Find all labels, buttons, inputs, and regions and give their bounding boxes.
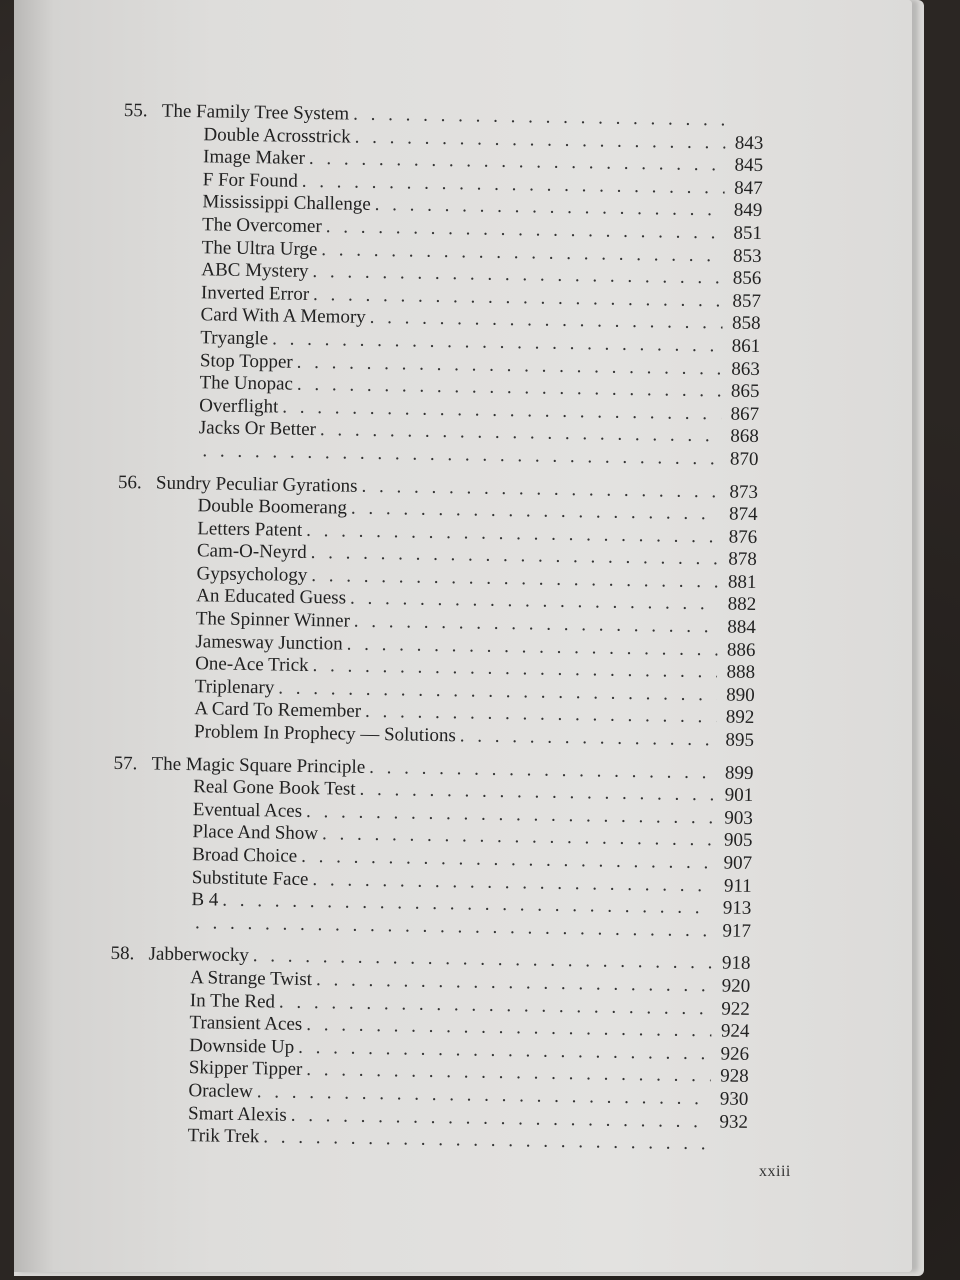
- entry-title: Transient Aces: [189, 1012, 303, 1036]
- entry-title: Jamesway Junction: [195, 630, 343, 655]
- chapter-55: [118, 100, 764, 472]
- entry-title: Smart Alexis: [187, 1102, 287, 1126]
- page-number: 920: [721, 975, 751, 997]
- entry-title: ABC Mystery: [201, 259, 309, 283]
- entry-title: Overflight: [199, 394, 279, 418]
- page-number: 899: [724, 762, 754, 784]
- entry-title: Double Acrosstrick: [203, 123, 351, 148]
- chapter-number: 55.: [123, 100, 148, 122]
- chapter-56: [114, 471, 758, 752]
- entry-title: In The Red: [189, 989, 276, 1013]
- chapter-title: Jabberwocky: [148, 943, 249, 967]
- entry-title: Downside Up: [188, 1034, 295, 1058]
- page-number: 932: [719, 1111, 749, 1133]
- page-number: 917: [722, 920, 752, 942]
- book-page: [14, 0, 912, 1272]
- chapter-58: [108, 943, 751, 1156]
- page-number: 901: [724, 784, 754, 807]
- chapter-number: 57.: [113, 752, 138, 774]
- entry-title: Letters Patent: [197, 517, 303, 541]
- page-number: 870: [729, 448, 759, 470]
- entry-title: Skipper Tipper: [188, 1057, 303, 1081]
- page-number: 863: [731, 358, 761, 380]
- entry-title: Stop Topper: [199, 349, 293, 373]
- entry-title: Double Boomerang: [197, 495, 348, 519]
- page-number: 918: [721, 952, 751, 975]
- page-number: 843: [734, 132, 764, 154]
- chapter-number: 56.: [117, 471, 142, 493]
- entry-title: Real Gone Book Test: [193, 776, 356, 800]
- page-number: 886: [726, 639, 756, 661]
- page-number: 857: [732, 290, 762, 312]
- entry-title: Trik Trek: [187, 1125, 260, 1148]
- page-number: 888: [726, 661, 756, 684]
- entry-title: The Overcomer: [201, 214, 322, 238]
- entry-title: The Spinner Winner: [195, 608, 351, 632]
- leader-dots: [460, 725, 717, 752]
- page-stack: [14, 0, 924, 1276]
- page-number: 861: [731, 335, 761, 357]
- entry-title: Jacks Or Better: [198, 417, 317, 441]
- chapter-57: [111, 753, 754, 944]
- entry-title: An Educated Guess: [196, 585, 347, 610]
- page-number: 926: [720, 1043, 750, 1065]
- page-number: 856: [732, 267, 762, 290]
- table-of-contents: [107, 100, 764, 1167]
- entry-title: Broad Choice: [191, 844, 298, 867]
- page-number: 865: [730, 380, 760, 403]
- page-number: 858: [731, 312, 761, 335]
- page-number: 849: [733, 199, 763, 222]
- page-number: 930: [719, 1088, 749, 1110]
- entry-title: Tryangle: [200, 327, 269, 350]
- chapter-title: The Magic Square Principle: [151, 753, 366, 778]
- entry-title: A Card To Remember: [194, 698, 362, 723]
- entry-title: Mississippi Challenge: [202, 191, 371, 216]
- page-number: 845: [734, 154, 764, 177]
- entry-title: Inverted Error: [200, 281, 310, 305]
- entry-title: Problem In Prophecy — Solutions: [193, 721, 457, 747]
- entry-title: B 4: [191, 889, 219, 911]
- page-number: 878: [728, 548, 758, 571]
- page-folio: xxiii: [759, 1163, 791, 1180]
- entry-title: Place And Show: [192, 821, 319, 845]
- entry-title: The Ultra Urge: [201, 236, 318, 260]
- page-number: 903: [724, 807, 753, 829]
- page-number: 892: [725, 706, 755, 729]
- page-number: 911: [723, 875, 752, 897]
- page-number: 847: [734, 177, 763, 199]
- page-number: 890: [726, 684, 755, 706]
- entry-title: Card With A Memory: [200, 304, 366, 329]
- entry-title: Triplenary: [194, 676, 275, 699]
- page-number: 881: [727, 571, 757, 593]
- page-number: 913: [722, 897, 752, 920]
- entry-title: Substitute Face: [191, 866, 309, 890]
- chapter-number: 58.: [110, 943, 135, 965]
- page-number: 868: [730, 425, 759, 448]
- entry-title: Oraclew: [188, 1080, 253, 1103]
- page-number: 853: [732, 245, 762, 267]
- page-number: 922: [721, 998, 750, 1020]
- entry-title: A Strange Twist: [190, 967, 313, 991]
- entry-title: Eventual Aces: [192, 798, 303, 822]
- page-number: 895: [725, 729, 755, 752]
- chapter-title: Sundry Peculiar Gyrations: [155, 472, 358, 497]
- entry-title: The Unopac: [199, 372, 294, 395]
- entry-title: One-Ace Trick: [194, 653, 309, 677]
- page-number: 876: [728, 526, 758, 548]
- entry-title: F For Found: [202, 169, 298, 192]
- page-number: 867: [730, 403, 760, 425]
- page-number: 851: [733, 222, 763, 245]
- entry-title: Gypsychology: [196, 563, 308, 586]
- page-number: 928: [720, 1065, 749, 1088]
- page-number: 884: [727, 616, 756, 639]
- page-number: 873: [729, 481, 759, 503]
- page-number: [714, 1150, 748, 1151]
- page-number: 905: [723, 829, 753, 852]
- entry-title: Cam-O-Neyrd: [196, 540, 307, 564]
- page-number: 907: [723, 852, 753, 874]
- chapter-title: The Family Tree System: [161, 100, 350, 125]
- page-number: 882: [727, 594, 757, 616]
- page-number: [730, 126, 764, 127]
- entry-title: Image Maker: [202, 146, 306, 170]
- page-number: 874: [728, 503, 758, 526]
- page-number: 924: [720, 1020, 750, 1043]
